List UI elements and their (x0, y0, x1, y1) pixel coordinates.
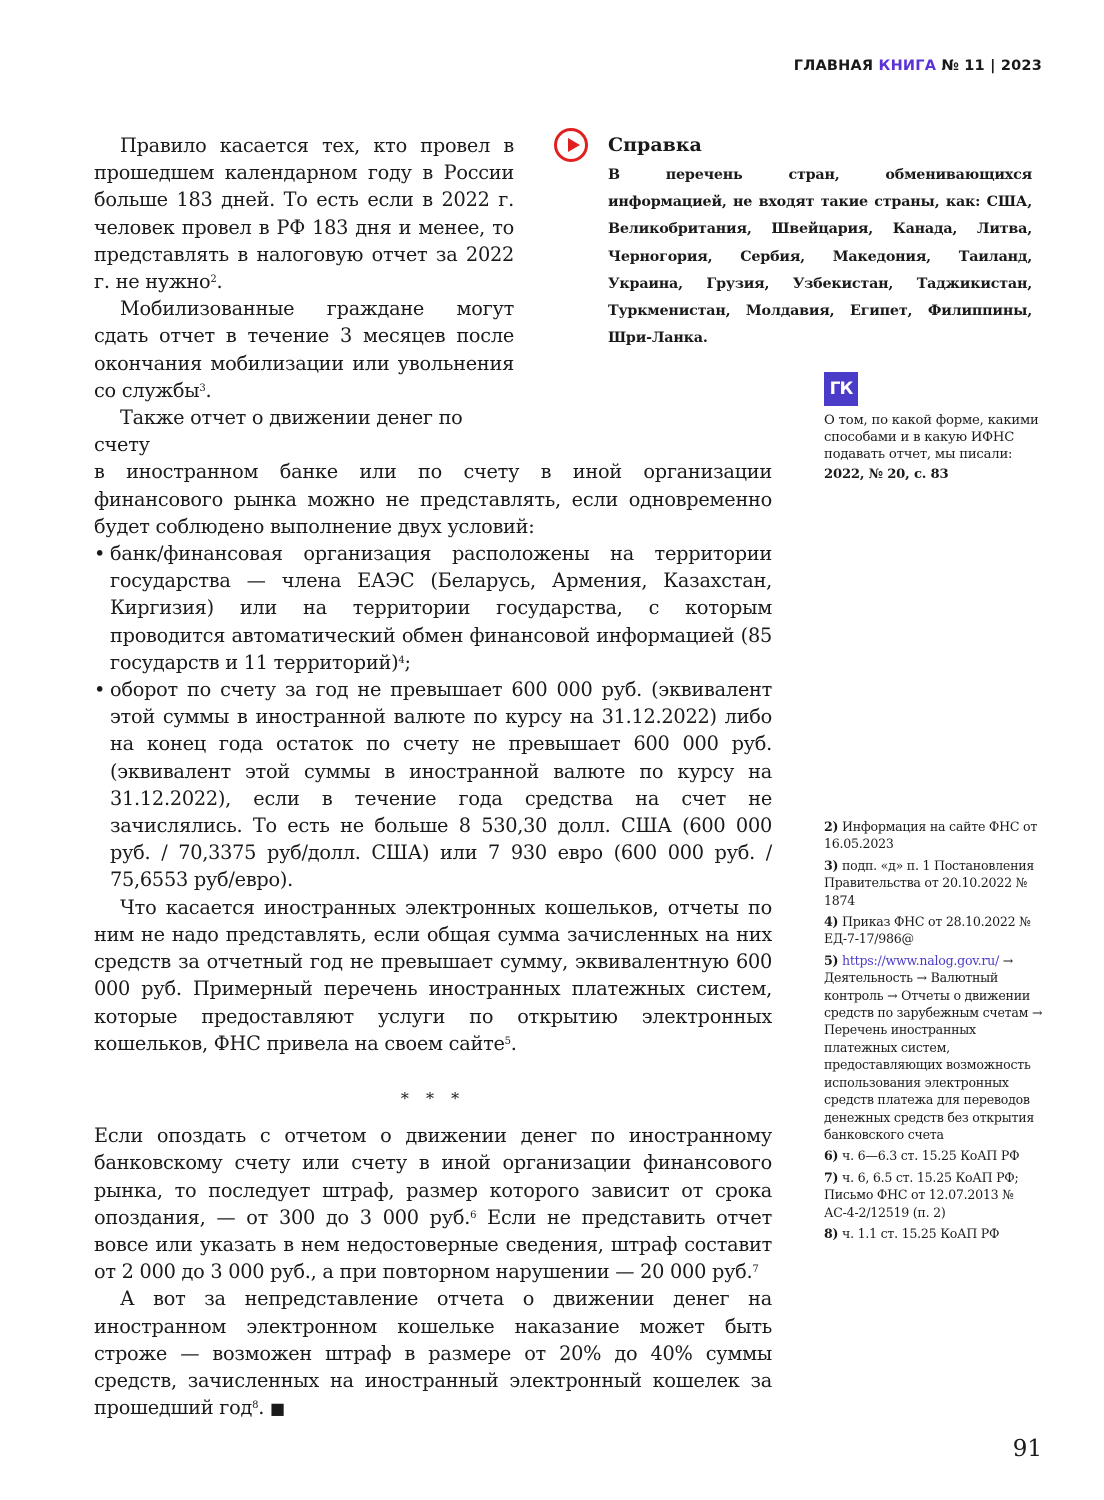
footnotes (824, 818, 1046, 1246)
paragraph-5: Если опоздать с отчетом о движении денег по иностранному банковскому счету или счету в иной организации финансового рынка, то последует штраф, размер которого зависит от срока опоздания, — от 300 до 3 000 руб.$^6$ Если не представить отчет вовсе или указать в нем недостоверные сведения, штраф составит от 2 000 до 3 000 руб., а при повторном нарушении — 20 000 руб.$^7$ (94, 1124, 772, 1284)
list-item: • банк/финансовая организация расположены на территории государства — члена ЕАЭС (Беларусь, Армения, Казахстан, Киргизия) или на территории государства, с которым проводится автоматический обмен финансовой информацией (85 государств и 11 территорий)$^4$; (94, 540, 772, 676)
page-number: 91 (1012, 1436, 1042, 1462)
paragraph-1: Правило касается тех, кто провел в прошедшем календарном году в России больше 183 дней. То есть если в 2022 г. человек провел в РФ 183 дня и менее, то представлять в налоговую отчет за 2022 г. не нужно$^2$. (94, 134, 514, 294)
footnote-4: 4) Приказ ФНС от 28.10.2022 № ЕД-7-17/986@ (824, 914, 1031, 947)
reference-title: Справка (608, 134, 702, 156)
gk-note-text: О том, по какой форме, какими способами и в какую ИФНС подавать отчет, мы писали: (824, 413, 1039, 462)
issue-info: № 11 | 2023 (941, 58, 1042, 74)
brand-main: ГЛАВНАЯ (793, 58, 874, 74)
footnote-5: 5) https://www.nalog.gov.ru/ → Деятельность → Валютный контроль → Отчеты о движении средств по зарубежным счетам → Перечень иностранных платежных систем, предоставляющих возможность использования электронных средств платежа для переводов денежных средств без открытия банковского счета (824, 952, 1043, 1142)
footnote-8: 8) ч. 1.1 ст. 15.25 КоАП РФ (824, 1225, 1000, 1241)
conditions-list (94, 540, 772, 894)
play-icon (554, 128, 588, 162)
footnote-7: 7) ч. 6, 6.5 ст. 15.25 КоАП РФ; Письмо ФНС от 12.07.2013 № АС-4-2/12519 (п. 2) (824, 1169, 1019, 1220)
paragraph-3-start: Также отчет о движении денег по счету (94, 406, 463, 457)
gk-note (824, 412, 1044, 483)
paragraph-6: А вот за непредставление отчета о движении денег на иностранном электронном кошельке наказание может быть строже — возможен штраф в размере от 20% до 40% суммы средств, зачисленных на иностранный электронный кошелек за прошедший год$^8$. ■ (94, 1287, 772, 1420)
fns-site-link[interactable]: https://www.nalog.gov.ru/ (842, 952, 1000, 968)
reference-text: В перечень стран, обменивающихся информацией, не входят такие страны, как: США, Великобритания, Швейцария, Канада, Литва, Черногория, Сербия, Македония, Таиланд, Украина, Грузия, Узбекистан, Таджикистан, Туркменистан, Молдавия, Египет, Филиппины, Шри-Ланка. (608, 167, 1032, 347)
paragraph-2: Мобилизованные граждане могут сдать отчет в течение 3 месяцев после окончания мобилизации или увольнения со службы$^3$. (94, 297, 514, 402)
paragraph-4: Что касается иностранных электронных кошельков, отчеты по ним не надо представлять, если общая сумма зачисленных на них средств за отчетный год не превышает сумму, эквивалентную 600 000 руб. Примерный перечень иностранных платежных систем, которые предоставляют услуги по открытию электронных кошельков, ФНС привела на своем сайте$^5$. (94, 895, 772, 1055)
list-item: • оборот по счету за год не превышает 600 000 руб. (эквивалент этой суммы в иностранной валюте по курсу на 31.12.2022) либо на конец года остаток по счету не превышает 600 000 руб. (эквивалент этой суммы в иностранной валюте по курсу на 31.12.2022), если в течение года средства на счет не зачислялись. То есть не больше 8 530,30 долл. США (600 000 руб. / 70,3375 руб/долл. США) или 7 930 евро (600 000 руб. / 75,6553 руб/евро). (94, 676, 772, 894)
page-header (794, 58, 1042, 74)
footnote-3: 3) подп. «д» п. 1 Постановления Правительства от 20.10.2022 № 1874 (824, 857, 1035, 908)
paragraph-3-rest: в иностранном банке или по счету в иной организации финансового рынка можно не представлять, если одновременно будет соблюдено выполнение двух условий: (94, 460, 772, 538)
footnote-6: 6) ч. 6—6.3 ст. 15.25 КоАП РФ (824, 1148, 1020, 1164)
end-mark-icon: ■ (270, 1399, 285, 1419)
gk-note-issue: 2022, № 20, с. 83 (824, 467, 949, 482)
section-separator: * * * (400, 1088, 466, 1108)
brand-accent: КНИГА (878, 58, 937, 74)
footnote-2: 2) Информация на сайте ФНС от 16.05.2023 (824, 819, 1038, 852)
gk-logo-icon: ГК (824, 372, 858, 406)
